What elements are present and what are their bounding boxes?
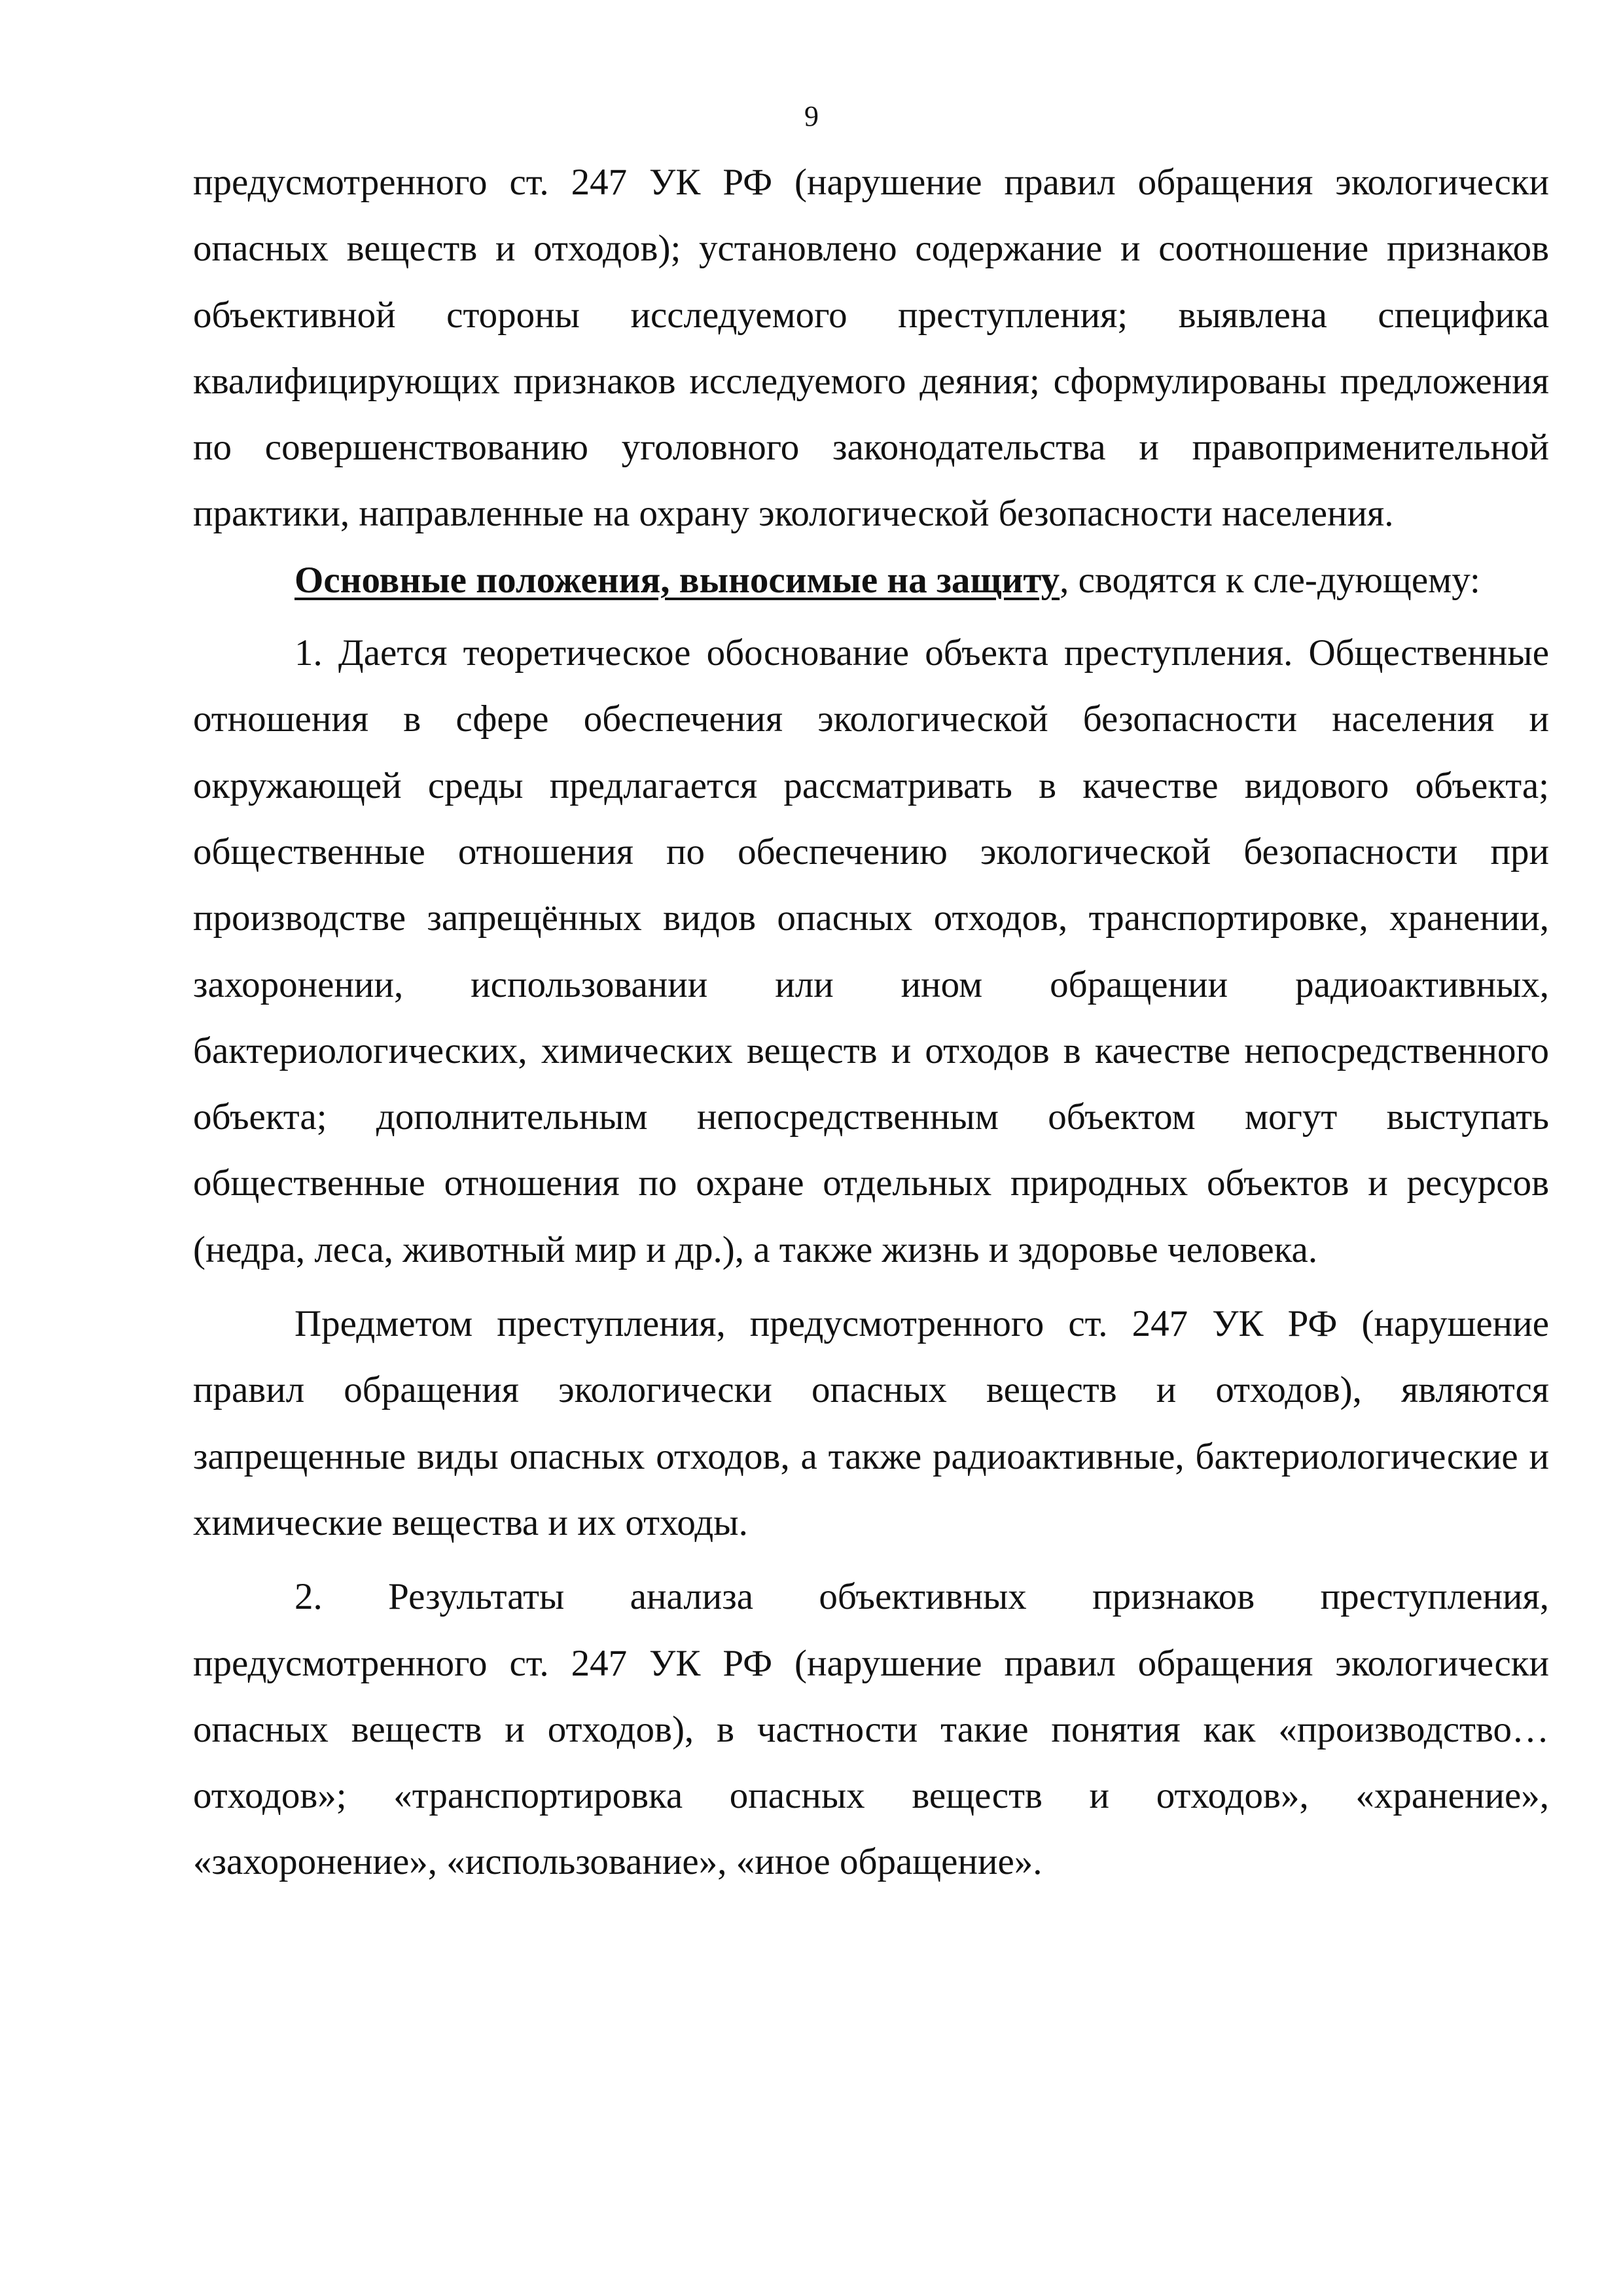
theses-heading: Основные положения, выносимые на защиту xyxy=(294,559,1060,601)
paragraph-results-continued: предусмотренного ст. 247 УК РФ (нарушение правил обращения экологически опасных веществ и отходов); установлено содержание и соотношение признаков объективной стороны исследуемого преступления; выявлена специфика квалифицирующих признаков исследуемого деяния; сформулированы предложения по совершенствованию уголовного законодательства и правоприменительной практики, направленные на охрану экологической безопасности населения. xyxy=(193,162,1549,535)
theses-intro-text: , сводятся к сле-дующему: xyxy=(1060,559,1480,601)
paragraph-crime-subject: Предметом преступления, предусмотренного ст. 247 УК РФ (нарушение правил обращения экологически опасных веществ и отходов), являются запрещенные виды опасных отходов, а также радиоактивные, бактериологические и химические вещества и их отходы. xyxy=(193,1303,1549,1543)
body-text xyxy=(193,149,1549,1895)
paragraph-theses-intro xyxy=(193,547,1549,613)
paragraph-thesis-2: 2. Результаты анализа объективных признаков преступления, предусмотренного ст. 247 УК РФ (нарушение правил обращения экологически опасных веществ и отходов), в частности такие понятия как «производство… отходов»; «транспортировка опасных веществ и отходов», «хранение», «захоронение», «использование», «иное обращение». xyxy=(193,1576,1549,1883)
paragraph-thesis-1: 1. Дается теоретическое обоснование объекта преступления. Общественные отношения в сфере обеспечения экологической безопасности населения и окружающей среды предлагается рассматривать в качестве видового объекта; общественные отношения по обеспечению экологической безопасности при производстве запрещённых видов опасных отходов, транспортировке, хранении, захоронении, использовании или ином обращении радиоактивных, бактериологических, химических веществ и отходов в качестве непосредственного объекта; дополнительным непосредственным объектом могут выступать общественные отношения по охране отдельных природных объектов и ресурсов (недра, леса, животный мир и др.), а также жизнь и здоровье человека. xyxy=(193,632,1549,1270)
page-number: 9 xyxy=(804,100,819,132)
